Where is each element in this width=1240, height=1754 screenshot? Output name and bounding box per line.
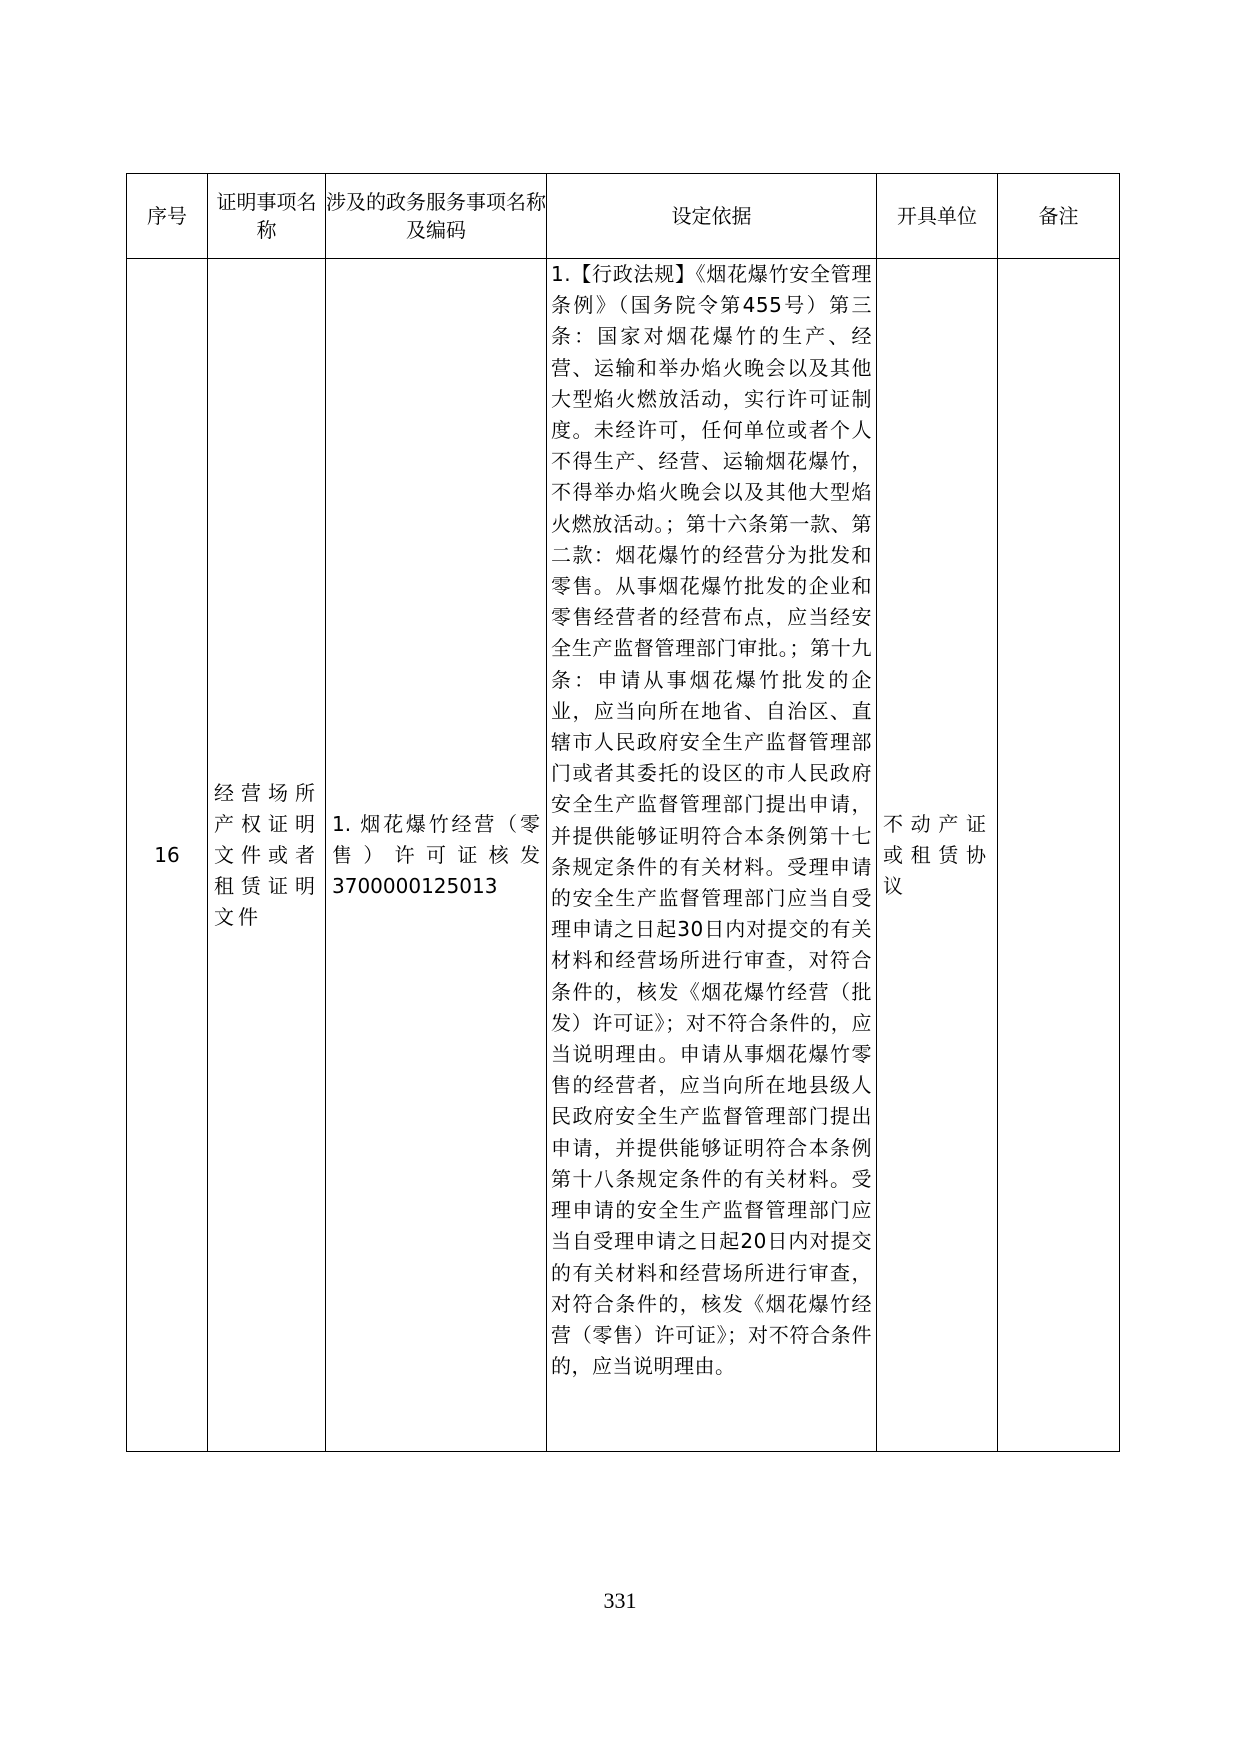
header-row xyxy=(127,174,1120,259)
table-body xyxy=(127,259,1120,1452)
table-header xyxy=(127,174,1120,259)
header-remark: 备注 xyxy=(998,174,1120,259)
table-row xyxy=(127,259,1120,1452)
row-service: 1. 烟花爆竹经营（零售）许可证核发3700000125013 xyxy=(326,259,547,1452)
page-number: 331 xyxy=(603,1588,637,1613)
header-seq: 序号 xyxy=(127,174,208,259)
row-item-name: 经营场所产权证明文件或者租赁证明文件 xyxy=(208,259,326,1452)
header-issuer: 开具单位 xyxy=(877,174,998,259)
row-issuer: 不动产证或租赁协议 xyxy=(877,259,998,1452)
header-basis: 设定依据 xyxy=(547,174,877,259)
header-service: 涉及的政务服务事项名称及编码 xyxy=(326,174,547,259)
row-remark xyxy=(998,259,1120,1452)
row-seq: 16 xyxy=(127,259,208,1452)
requirements-table xyxy=(126,173,1120,1452)
header-item: 证明事项名称 xyxy=(208,174,326,259)
row-legal-basis: 1.【行政法规】《烟花爆竹安全管理条例》（国务院令第455号）第三条：国家对烟花爆竹的生产、经营、运输和举办焰火晚会以及其他大型焰火燃放活动，实行许可证制度。未经许可，任何单位或者个人不得生产、经营、运输烟花爆竹，不得举办焰火晚会以及其他大型焰火燃放活动。；第十六条第一款、第二款：烟花爆竹的经营分为批发和零售。从事烟花爆竹批发的企业和零售经营者的经营布点，应当经安全生产监督管理部门审批。；第十九条：申请从事烟花爆竹批发的企业，应当向所在地省、自治区、直辖市人民政府安全生产监督管理部门或者其委托的设区的市人民政府安全生产监督管理部门提出申请，并提供能够证明符合本条例第十七条规定条件的有关材料。受理申请的安全生产监督管理部门应当自受理申请之日起30日内对提交的有关材料和经营场所进行审查，对符合条件的，核发《烟花爆竹经营（批发）许可证》；对不符合条件的，应当说明理由。申请从事烟花爆竹零售的经营者，应当向所在地县级人民政府安全生产监督管理部门提出申请，并提供能够证明符合本条例第十八条规定条件的有关材料。受理申请的安全生产监督管理部门应当自受理申请之日起20日内对提交的有关材料和经营场所进行审查，对符合条件的，核发《烟花爆竹经营（零售）许可证》；对不符合条件的，应当说明理由。 xyxy=(547,259,877,1452)
